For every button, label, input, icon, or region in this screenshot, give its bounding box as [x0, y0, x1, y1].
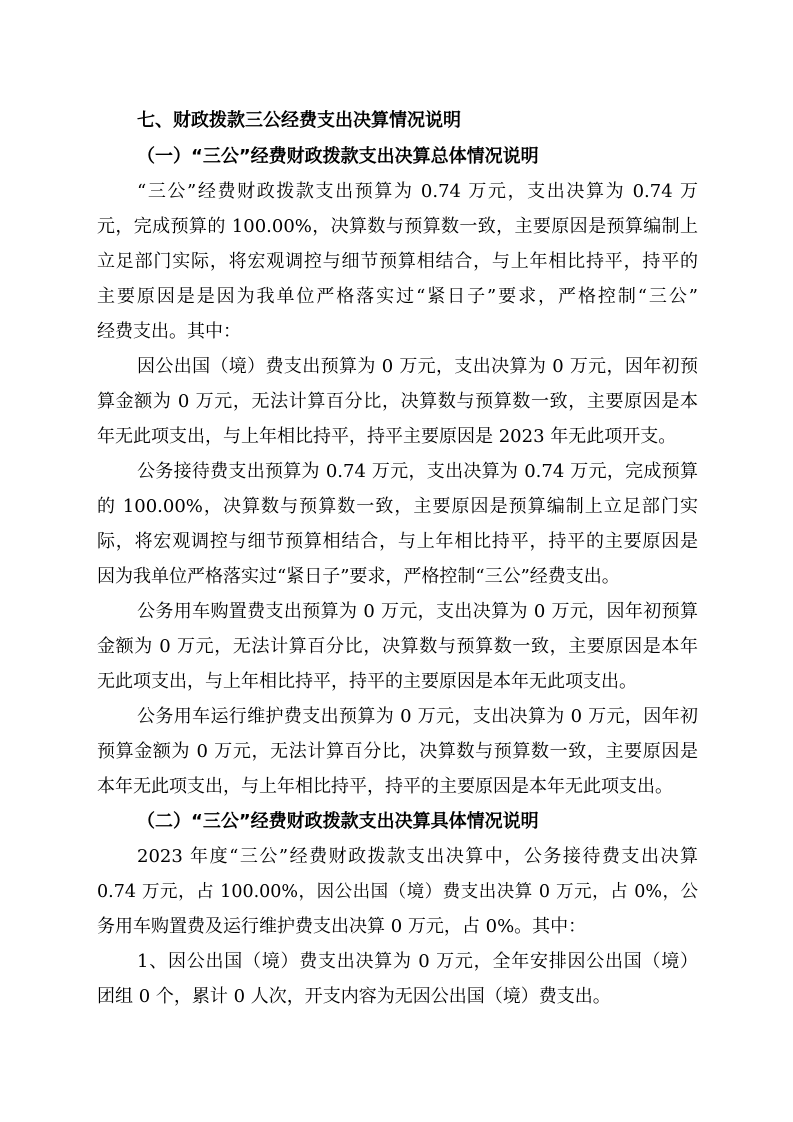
paragraph-3-line-1: 公务接待费支出预算为 0.74 万元，支出决算为 0.74 万元，完成预算: [137, 461, 698, 482]
paragraph-2-line-1: 因公出国（境）费支出预算为 0 万元，支出决算为 0 万元，因年初预: [137, 356, 698, 377]
paragraph-3-line-2: 的 100.00%，决算数与预算数一致，主要原因是预算编制上立足部门实: [97, 496, 698, 517]
paragraph-3-line-3: 际，将宏观调控与细节预算相结合，与上年相比持平，持平的主要原因是: [97, 531, 698, 552]
paragraph-7-line-1: 1、因公出国（境）费支出决算为 0 万元，全年安排因公出国（境）: [137, 951, 698, 972]
paragraph-4-line-3: 无此项支出，与上年相比持平，持平的主要原因是本年无此项支出。: [97, 671, 637, 692]
subsection-1-title: （一）“三公”经费财政拨款支出决算总体情况说明: [137, 146, 539, 167]
paragraph-7-line-2: 团组 0 个，累计 0 人次，开支内容为无因公出国（境）费支出。: [97, 986, 611, 1007]
paragraph-3-line-4: 因为我单位严格落实过“紧日子”要求，严格控制“三公”经费支出。: [97, 566, 620, 587]
paragraph-6-line-3: 务用车购置费及运行维护费支出决算 0 万元，占 0%。其中：: [97, 916, 587, 937]
paragraph-5-line-3: 本年无此项支出，与上年相比持平，持平的主要原因是本年无此项支出。: [97, 776, 673, 797]
paragraph-6-line-2: 0.74 万元，占 100.00%，因公出国（境）费支出决算 0 万元，占 0%，公: [97, 882, 698, 902]
paragraph-6-line-1: 2023 年度“三公”经费财政拨款支出决算中，公务接待费支出决算: [137, 846, 698, 867]
paragraph-4-line-1: 公务用车购置费支出预算为 0 万元，支出决算为 0 万元，因年初预算: [137, 601, 698, 622]
paragraph-4-line-2: 金额为 0 万元，无法计算百分比，决算数与预算数一致，主要原因是本年: [97, 636, 698, 657]
paragraph-1-line-5: 经费支出。其中：: [97, 321, 241, 342]
paragraph-1-line-1: “三公”经费财政拨款支出预算为 0.74 万元，支出决算为 0.74 万: [137, 181, 698, 202]
section-title: 七、财政拨款三公经费支出决算情况说明: [137, 110, 461, 131]
subsection-2-title: （二）“三公”经费财政拨款支出决算具体情况说明: [137, 811, 539, 832]
paragraph-2-line-3: 年无此项支出，与上年相比持平，持平主要原因是 2023 年无此项开支。: [97, 426, 677, 447]
paragraph-1-line-3: 立足部门实际，将宏观调控与细节预算相结合，与上年相比持平，持平的: [97, 251, 698, 272]
paragraph-2-line-2: 算金额为 0 万元，无法计算百分比，决算数与预算数一致，主要原因是本: [97, 391, 698, 412]
paragraph-1-line-2: 元，完成预算的 100.00%，决算数与预算数一致，主要原因是预算编制上: [97, 216, 698, 237]
paragraph-1-line-4: 主要原因是是因为我单位严格落实过“紧日子”要求，严格控制“三公”: [97, 286, 698, 307]
paragraph-5-line-2: 预算金额为 0 万元，无法计算百分比，决算数与预算数一致，主要原因是: [97, 741, 698, 762]
paragraph-5-line-1: 公务用车运行维护费支出预算为 0 万元，支出决算为 0 万元，因年初: [137, 706, 698, 727]
